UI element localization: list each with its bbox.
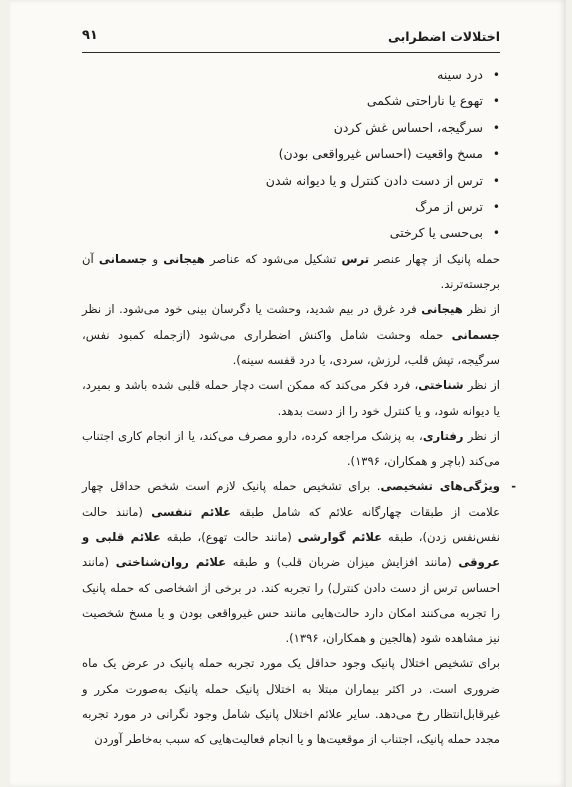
text-run: از نظر (462, 302, 501, 317)
list-item (82, 168, 500, 194)
bold-term: جسمانی (98, 251, 148, 266)
bold-term: علائم تنفسی (151, 504, 231, 519)
text-run: از نظر (463, 428, 500, 443)
bullet-icon: • (492, 226, 500, 241)
list-item-text: تهوع یا ناراحتی شکمی (366, 93, 483, 109)
list-item (82, 141, 500, 167)
paragraph-behavioral (82, 424, 500, 475)
paragraph-panic-disorder: برای تشخیص اختلال پانیک وجود حداقل یک مورد تجربه حمله پانیک در عرض یک ماه ضروری است. در اکثر بیماران مبتلا به اختلال پانیک حمله پانیک به‌صورت مکرر و غیرقابل‌انتظار رخ می‌دهد. سایر علائم اختلال پانیک شامل وجود نگرانی در مورد تجربه مجدد حمله پانیک، اجتناب از موقعیت‌ها و یا انجام فعالیت‌هایی که سبب به‌خاطر آوردن (82, 656, 500, 747)
list-item (82, 88, 500, 114)
text-run: حمله وحشت شامل واکنش اضطراری می‌شود (ازجمله کمبود نفس، سرگیجه، تپش قلب، لرزش، سردی، یا درد قفسه سینه). (82, 327, 500, 367)
text-run: . برای تشخیص حمله پانیک لازم است شخص حداقل چهار علامت از طبقات چهارگانه علائم که شامل طبقه (82, 479, 500, 519)
paragraph-cognitive (82, 373, 500, 424)
page-body (82, 62, 516, 753)
bold-term: علائم روان‌شناختی (115, 555, 227, 570)
list-item-text: درد سینه (437, 67, 483, 82)
symptom-list (82, 62, 500, 247)
bullet-icon: • (492, 68, 500, 82)
list-item (82, 62, 500, 88)
text-run: (مانند احساس ترس از دست دادن کنترل) را تجربه کند. در برخی از اشخاصی که حمله پانیک را تجربه می‌کنند امکان دارد حالت‌هایی مانند حس غیرواقعی بودن و یا مسخ شخصیت نیز مشاهده شود (هالجین و همکاران، ۱۳۹۶). (82, 555, 500, 646)
bold-heading: ویژگی‌های تشخیصی (380, 479, 500, 494)
text-run: حمله پانیک از چهار عنصر (369, 251, 500, 266)
dash-marker: - (511, 479, 516, 494)
list-item (82, 220, 500, 246)
bold-term: علائم قلبی و عروقی (82, 530, 500, 570)
bullet-icon: • (492, 94, 500, 109)
paragraph-panic-elements (82, 247, 500, 298)
paragraph-diagnostic-features (82, 474, 516, 651)
text-run: (مانند حالت تهوع)، طبقه (160, 530, 298, 544)
text-run: و (147, 251, 164, 266)
list-item-text: مسخ واقعیت (احساس غیرواقعی بودن) (278, 146, 483, 162)
bullet-icon: • (492, 120, 500, 135)
running-title: اختلالات اضطرابی (387, 29, 500, 44)
text-run: (مانند حالت نفس‌نفس زدن)، طبقه (82, 504, 501, 544)
bold-term: رفتاری (422, 428, 464, 443)
page-header (82, 26, 500, 53)
text-run: تشکیل می‌شود که عناصر (204, 251, 342, 266)
text-run: فرد غرق در بیم شدید، وحشت یا دگرسان بینی خود می‌شود. از نظر (82, 302, 422, 317)
bold-term: علائم گوارشی (297, 530, 383, 544)
bullet-icon: • (492, 199, 500, 214)
bold-term: ترس (341, 251, 370, 266)
book-page (10, 0, 566, 787)
text-run: (مانند افزایش میزان ضربان قلب) و طبقه (226, 555, 459, 570)
bold-term: جسمانی (451, 327, 500, 342)
bullet-icon: • (492, 147, 500, 162)
text-run: ، به پزشک مراجعه کرده، دارو مصرف می‌کند، یا از انجام کاری اجتناب می‌کند (باچر و همکاران، ۱۳۹۶). (82, 428, 500, 469)
list-item (82, 194, 500, 220)
list-item-text: ترس از مرگ (415, 198, 483, 214)
page-number: ۹۱ (82, 28, 98, 43)
list-item-text: بی‌حسی یا کرختی (389, 225, 483, 241)
text-run: آن برجسته‌ترند. (82, 251, 500, 292)
bold-term: هیجانی (421, 302, 463, 317)
list-item-text: سرگیجه، احساس غش کردن (333, 119, 483, 135)
text-run: ، فرد فکر می‌کند که ممکن است دچار حمله قلبی شده باشد و بمیرد، یا دیوانه شود، و یا کنترل خود را از دست بدهد. (82, 378, 500, 418)
bold-term: هیجانی (163, 251, 205, 266)
bold-term: شناختی (418, 378, 464, 393)
list-item-text: ترس از دست دادن کنترل و یا دیوانه شدن (265, 172, 483, 188)
list-item (82, 115, 500, 141)
text-run: از نظر (463, 378, 500, 393)
paragraph-emotional-physical (82, 297, 500, 373)
bullet-icon: • (492, 173, 500, 188)
